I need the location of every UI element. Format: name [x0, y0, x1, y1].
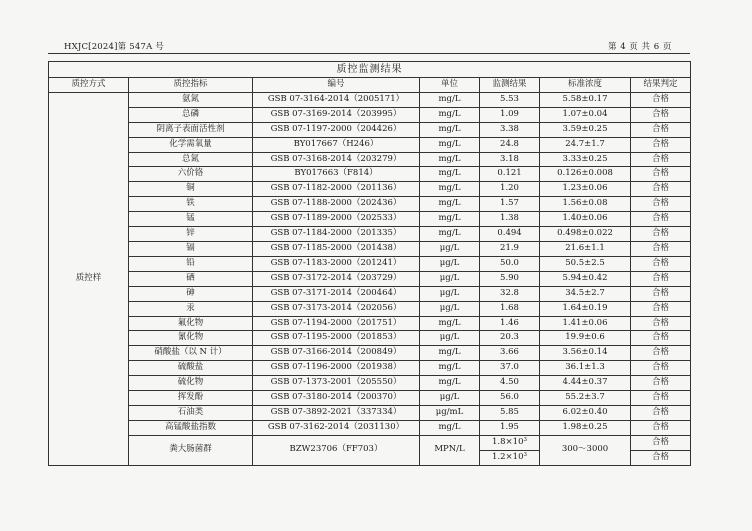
table-row: [49, 167, 691, 182]
table-row: [49, 137, 691, 152]
table-row: [49, 182, 691, 197]
indicator-cell: 挥发酚: [129, 391, 253, 406]
standard-cell: 5.94±0.42: [540, 271, 631, 286]
qc-method-cell: 质控样: [49, 92, 129, 465]
unit-cell: mg/L: [420, 122, 480, 137]
code-cell: GSB 07-1185-2000（201438）: [253, 241, 420, 256]
result-cell: 1.46: [480, 316, 540, 331]
standard-cell: 1.64±0.19: [540, 301, 631, 316]
table-row: [49, 271, 691, 286]
column-header: 质控指标: [129, 78, 253, 93]
judgement-cell: 合格: [631, 376, 691, 391]
indicator-cell: 硫酸盐: [129, 361, 253, 376]
unit-cell: mg/L: [420, 182, 480, 197]
standard-cell: 300～3000: [540, 435, 631, 465]
result-cell: 32.8: [480, 286, 540, 301]
result-cell: 20.3: [480, 331, 540, 346]
standard-cell: 1.98±0.25: [540, 420, 631, 435]
table-row: [49, 435, 691, 450]
code-cell: GSB 07-3171-2014（200464）: [253, 286, 420, 301]
table-row: [49, 420, 691, 435]
result-cell: 3.18: [480, 152, 540, 167]
result-cell: 56.0: [480, 391, 540, 406]
table-row: [49, 241, 691, 256]
indicator-cell: 高锰酸盐指数: [129, 420, 253, 435]
standard-cell: 1.07±0.04: [540, 107, 631, 122]
header-divider: [48, 53, 690, 54]
indicator-cell: 化学需氧量: [129, 137, 253, 152]
table-row: [49, 391, 691, 406]
judgement-cell: 合格: [631, 286, 691, 301]
code-cell: GSB 07-3892-2021（337334）: [253, 405, 420, 420]
result-cell: 1.95: [480, 420, 540, 435]
table-row: [49, 107, 691, 122]
code-cell: GSB 07-1197-2000（204426）: [253, 122, 420, 137]
indicator-cell: 铁: [129, 197, 253, 212]
judgement-cell: 合格: [631, 391, 691, 406]
indicator-cell: 粪大肠菌群: [129, 435, 253, 465]
standard-cell: 4.44±0.37: [540, 376, 631, 391]
code-cell: GSB 07-3180-2014（200370）: [253, 391, 420, 406]
judgement-cell: 合格: [631, 331, 691, 346]
unit-cell: mg/L: [420, 152, 480, 167]
result-cell: 1.68: [480, 301, 540, 316]
table-header-row: [49, 78, 691, 93]
indicator-cell: 石油类: [129, 405, 253, 420]
indicator-cell: 总磷: [129, 107, 253, 122]
indicator-cell: 氰化物: [129, 331, 253, 346]
result-mantissa: 1.8×10: [492, 436, 524, 447]
table-row: [49, 405, 691, 420]
unit-cell: mg/L: [420, 346, 480, 361]
standard-cell: 0.126±0.008: [540, 167, 631, 182]
standard-cell: 3.56±0.14: [540, 346, 631, 361]
table-row: [49, 316, 691, 331]
result-cell: 1.09: [480, 107, 540, 122]
indicator-cell: 锌: [129, 227, 253, 242]
standard-cell: 36.1±1.3: [540, 361, 631, 376]
unit-cell: μg/L: [420, 286, 480, 301]
table-row: [49, 331, 691, 346]
standard-cell: 0.498±0.022: [540, 227, 631, 242]
judgement-cell: 合格: [631, 122, 691, 137]
judgement-cell: 合格: [631, 405, 691, 420]
column-header: 标准浓度: [540, 78, 631, 93]
standard-cell: 50.5±2.5: [540, 256, 631, 271]
result-cell: 3.38: [480, 122, 540, 137]
result-cell: 4.50: [480, 376, 540, 391]
standard-cell: 19.9±0.6: [540, 331, 631, 346]
unit-cell: mg/L: [420, 420, 480, 435]
result-cell: 3.66: [480, 346, 540, 361]
judgement-cell: 合格: [631, 92, 691, 107]
unit-cell: mg/L: [420, 137, 480, 152]
indicator-cell: 砷: [129, 286, 253, 301]
code-cell: GSB 07-1195-2000（201853）: [253, 331, 420, 346]
standard-cell: 21.6±1.1: [540, 241, 631, 256]
judgement-cell: 合格: [631, 137, 691, 152]
table-title-row: [49, 62, 691, 78]
result-cell: 5.53: [480, 92, 540, 107]
table-row: [49, 286, 691, 301]
indicator-cell: 镉: [129, 241, 253, 256]
result-mantissa: 1.2×10: [492, 451, 524, 462]
judgement-cell: 合格: [631, 212, 691, 227]
table-row: [49, 361, 691, 376]
unit-cell: mg/L: [420, 107, 480, 122]
unit-cell: mg/L: [420, 92, 480, 107]
indicator-cell: 铅: [129, 256, 253, 271]
code-cell: GSB 07-3168-2014（203279）: [253, 152, 420, 167]
qc-results-table: [48, 61, 691, 466]
unit-cell: μg/L: [420, 391, 480, 406]
result-cell: 24.8: [480, 137, 540, 152]
judgement-cell: 合格: [631, 152, 691, 167]
judgement-cell: 合格: [631, 346, 691, 361]
result-exponent: 3: [523, 436, 527, 443]
standard-cell: 1.56±0.08: [540, 197, 631, 212]
unit-cell: μg/mL: [420, 405, 480, 420]
result-cell: 0.121: [480, 167, 540, 182]
indicator-cell: 硝酸盐（以 N 计）: [129, 346, 253, 361]
result-cell: 21.9: [480, 241, 540, 256]
column-header: 质控方式: [49, 78, 129, 93]
standard-cell: 24.7±1.7: [540, 137, 631, 152]
code-cell: GSB 07-3169-2014（203995）: [253, 107, 420, 122]
judgement-cell: 合格: [631, 301, 691, 316]
judgement-cell: 合格: [631, 107, 691, 122]
report-number: HXJC[2024]第 547A 号: [64, 42, 165, 52]
result-exponent: 3: [523, 451, 527, 458]
standard-cell: 1.41±0.06: [540, 316, 631, 331]
unit-cell: μg/L: [420, 331, 480, 346]
result-cell: 37.0: [480, 361, 540, 376]
indicator-cell: 总氮: [129, 152, 253, 167]
code-cell: GSB 07-3172-2014（203729）: [253, 271, 420, 286]
unit-cell: mg/L: [420, 361, 480, 376]
unit-cell: μg/L: [420, 241, 480, 256]
indicator-cell: 硒: [129, 271, 253, 286]
judgement-cell: 合格: [631, 256, 691, 271]
code-cell: BZW23706（FF703）: [253, 435, 420, 465]
standard-cell: 1.40±0.06: [540, 212, 631, 227]
unit-cell: μg/L: [420, 271, 480, 286]
indicator-cell: 氟化物: [129, 316, 253, 331]
result-cell: 5.85: [480, 405, 540, 420]
standard-cell: 6.02±0.40: [540, 405, 631, 420]
unit-cell: μg/L: [420, 256, 480, 271]
judgement-cell: 合格: [631, 361, 691, 376]
result-cell: 50.0: [480, 256, 540, 271]
unit-cell: MPN/L: [420, 435, 480, 465]
code-cell: BY017667（H246）: [253, 137, 420, 152]
judgement-cell: 合格: [631, 271, 691, 286]
column-header: 结果判定: [631, 78, 691, 93]
table-row: [49, 212, 691, 227]
code-cell: GSB 07-1373-2001（205550）: [253, 376, 420, 391]
indicator-cell: 硫化物: [129, 376, 253, 391]
judgement-cell: 合格: [631, 182, 691, 197]
unit-cell: mg/L: [420, 167, 480, 182]
table-row: [49, 227, 691, 242]
code-cell: GSB 07-1183-2000（201241）: [253, 256, 420, 271]
judgement-cell: 合格: [631, 241, 691, 256]
indicator-cell: 汞: [129, 301, 253, 316]
unit-cell: mg/L: [420, 376, 480, 391]
result-cell: 1.38: [480, 212, 540, 227]
table-row: [49, 122, 691, 137]
table-title: 质控监测结果: [49, 62, 691, 78]
code-cell: GSB 07-1189-2000（202533）: [253, 212, 420, 227]
indicator-cell: 六价铬: [129, 167, 253, 182]
indicator-cell: 锰: [129, 212, 253, 227]
result-cell: 0.494: [480, 227, 540, 242]
page-indicator: 第 4 页 共 6 页: [608, 42, 672, 52]
judgement-cell: 合格: [631, 197, 691, 212]
result-cell: 1.57: [480, 197, 540, 212]
unit-cell: mg/L: [420, 212, 480, 227]
code-cell: GSB 07-1194-2000（201751）: [253, 316, 420, 331]
indicator-cell: 氨氮: [129, 92, 253, 107]
column-header: 单位: [420, 78, 480, 93]
standard-cell: 34.5±2.7: [540, 286, 631, 301]
judgement-cell: 合格: [631, 316, 691, 331]
unit-cell: mg/L: [420, 316, 480, 331]
table-row: [49, 301, 691, 316]
standard-cell: 5.58±0.17: [540, 92, 631, 107]
column-header: 监测结果: [480, 78, 540, 93]
result-cell: 5.90: [480, 271, 540, 286]
code-cell: BY017663（F814）: [253, 167, 420, 182]
result-cell: [480, 450, 540, 465]
code-cell: GSB 07-3173-2014（202056）: [253, 301, 420, 316]
code-cell: GSB 07-3166-2014（200849）: [253, 346, 420, 361]
code-cell: GSB 07-3164-2014（2005171）: [253, 92, 420, 107]
result-cell: [480, 435, 540, 450]
judgement-cell: 合格: [631, 227, 691, 242]
table-row: [49, 152, 691, 167]
standard-cell: 3.59±0.25: [540, 122, 631, 137]
unit-cell: mg/L: [420, 197, 480, 212]
judgement-cell: 合格: [631, 435, 691, 450]
result-cell: 1.20: [480, 182, 540, 197]
table-row: [49, 346, 691, 361]
table-row: [49, 197, 691, 212]
indicator-cell: 阴离子表面活性剂: [129, 122, 253, 137]
column-header: 编号: [253, 78, 420, 93]
code-cell: GSB 07-1182-2000（201136）: [253, 182, 420, 197]
judgement-cell: 合格: [631, 450, 691, 465]
unit-cell: μg/L: [420, 301, 480, 316]
code-cell: GSB 07-1188-2000（202436）: [253, 197, 420, 212]
table-row: [49, 376, 691, 391]
judgement-cell: 合格: [631, 420, 691, 435]
judgement-cell: 合格: [631, 167, 691, 182]
code-cell: GSB 07-3162-2014（2031130）: [253, 420, 420, 435]
unit-cell: mg/L: [420, 227, 480, 242]
code-cell: GSB 07-1196-2000（201938）: [253, 361, 420, 376]
table-row: [49, 256, 691, 271]
standard-cell: 3.33±0.25: [540, 152, 631, 167]
standard-cell: 55.2±3.7: [540, 391, 631, 406]
standard-cell: 1.23±0.06: [540, 182, 631, 197]
indicator-cell: 铜: [129, 182, 253, 197]
code-cell: GSB 07-1184-2000（201335）: [253, 227, 420, 242]
table-row: [49, 92, 691, 107]
